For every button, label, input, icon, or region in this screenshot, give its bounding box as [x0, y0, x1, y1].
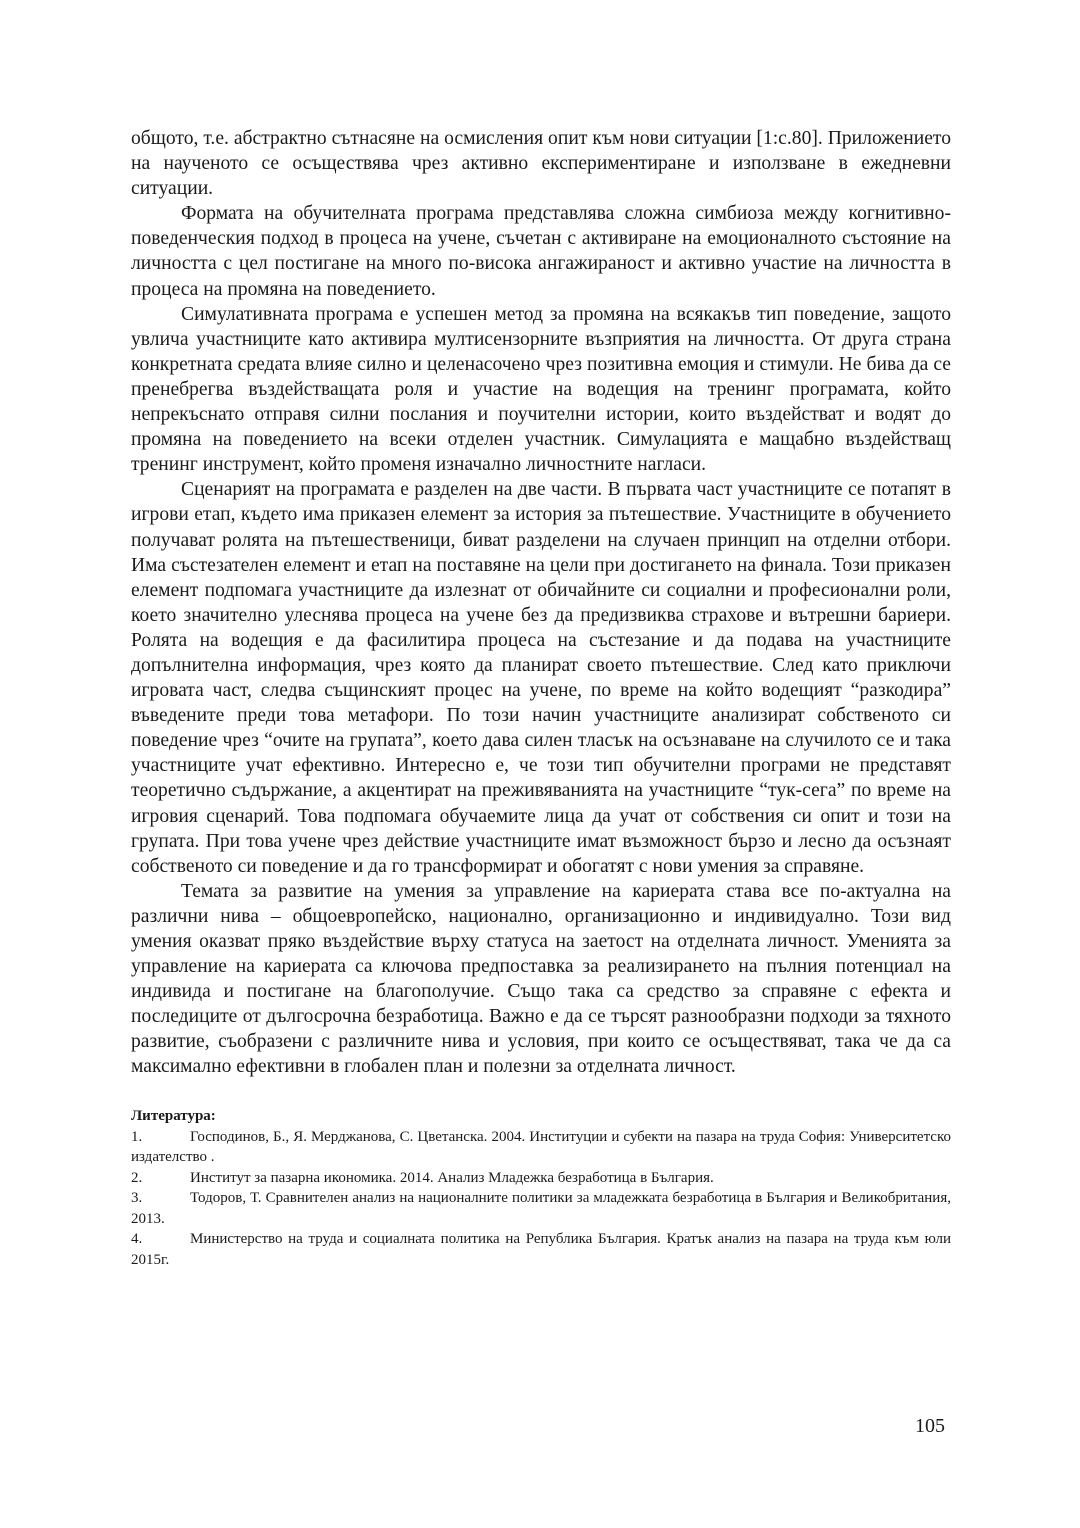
reference-number: 4.	[131, 1231, 143, 1248]
reference-text: Институт за пазарна икономика. 2014. Анализ Младежка безработица в България.	[190, 1169, 714, 1186]
reference-item-1	[131, 1127, 951, 1168]
body-paragraph-2: Формата на обучителната програма представлява сложна симбиоза между когнитивно-поведенческия подход в процеса на учене, съчетан с активиране на емоционалното състояние на личността с цел постигане на много по-висока ангажираност и активно участие на личността в процеса на промяна на поведението.	[131, 203, 951, 300]
body-paragraph-5: Темата за развитие на умения за управление на кариерата става все по-актуална на различни нива – общоевропейско, национално, организационно и индивидуално. Този вид умения оказват пряко въздействие върху статуса на заетост на отделната личност. Уменията за управление на кариерата са ключова предпоставка за реализирането на пълния потенциал на индивида и постигане на благополучие. Също така са средство за справяне с ефекта и последиците от дългосрочна безработица. Важно е да се търсят разнообразни подходи за тяхното развитие, съобразени с различните нива и условия, при които се осъществяват, така че да са максимално ефективни в глобален план и полезни за отделната личност.	[131, 880, 951, 1078]
reference-text: Господинов, Б., Я. Мерджанова, С. Цветанска. 2004. Институции и субекти на пазара на труда София: Университетско издателство .	[131, 1128, 951, 1166]
reference-item-3	[131, 1188, 951, 1229]
reference-number: 1.	[131, 1128, 143, 1145]
reference-text: Министерство на труда и социалната политика на Република България. Кратък анализ на пазара на труда към юли 2015г.	[131, 1231, 951, 1268]
reference-text: Тодоров, Т. Сравнителен анализ на националните политики за младежката безработица в България и Великобритания, 2013.	[131, 1190, 951, 1227]
reference-number: 2.	[131, 1169, 143, 1186]
body-paragraph-3: Симулативната програма е успешен метод за промяна на всякакъв тип поведение, защото увлича участниците като активира мултисензорните възприятия на личността. От друга страна конкретната средата влияе силно и целенасочено чрез позитивна емоция и стимули. Не бива да се пренебрегва въздействащата роля и участие на водещия на тренинг програмата, който непрекъснато отправя силни послания и поучителни истории, които въздействат и водят до промяна на поведението на всеки отделен участник. Симулацията е мащабно въздействащ тренинг инструмент, който променя изначално личностните нагласи.	[131, 303, 951, 476]
reference-item-4	[131, 1229, 951, 1270]
body-paragraph-1: общото, т.е. абстрактно сътнасяне на осмисления опит към нови ситуации [1:с.80]. Приложението на наученото се осъществява чрез активно експериментиране и използване в ежедневни ситуации.	[131, 128, 951, 200]
references-section	[131, 1106, 951, 1271]
references-heading: Литература:	[131, 1107, 216, 1124]
reference-number: 3.	[131, 1190, 143, 1207]
body-paragraph-4: Сценарият на програмата е разделен на две части. В първата част участниците се потапят в игрови етап, където има приказен елемент за история за пътешествие. Участниците в обучението получават ролята на пътешественици, биват разделени на случаен принцип на отделни отбори. Има състезателен елемент и етап на поставяне на цели при достигането на финала. Този приказен елемент подпомага участниците да излезнат от обичайните си социални и професионални роли, което значително улеснява процеса на учене без да предизвиква страхове и вътрешни бариери. Ролята на водещия е да фасилитира процеса на състезание и да подава на участниците допълнителна информация, чрез която да планират своето пътешествие. След като приключи игровата част, следва същинският процес на учене, по време на който водещият “разкодира” въведените преди това метафори. По този начин участниците анализират собственото си поведение чрез “очите на групата”, което дава силен тласък на осъзнаване на случилото се и така участниците учат ефективно. Интересно е, че този тип обучителни програми не представят теоретично съдържание, а акцентират на преживяванията на участниците “тук-сега” по време на игровия сценарий. Това подпомага обучаемите лица да учат от собствения си опит и този на групата. При това учене чрез действие участниците имат възможност бързо и лесно да осъзнаят собственото си поведение и да го трансформират и обогатят с нови умения за справяне.	[131, 479, 951, 877]
page-body	[131, 126, 951, 1270]
page-number: 105	[915, 1415, 945, 1437]
reference-item-2	[131, 1168, 951, 1189]
